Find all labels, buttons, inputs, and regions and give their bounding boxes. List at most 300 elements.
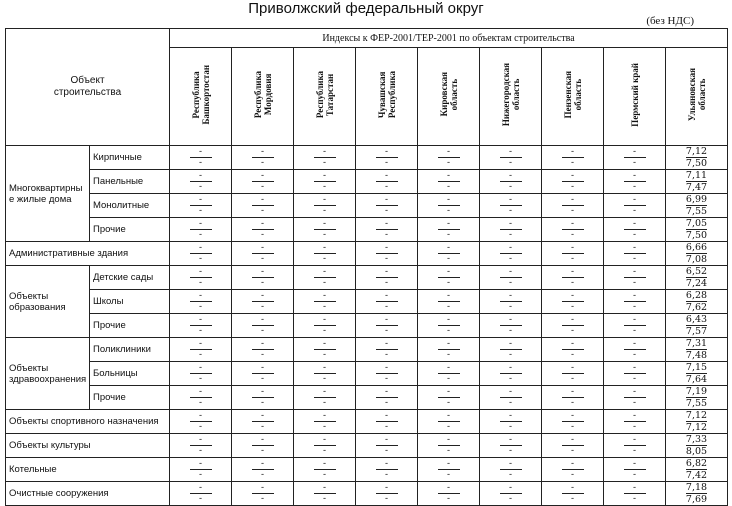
empty-index-cell (356, 170, 418, 194)
dash-top: - (500, 147, 522, 158)
dash-bottom: - (508, 254, 513, 264)
dash-bottom: - (632, 374, 637, 384)
empty-index-cell (480, 482, 542, 506)
table-body (6, 146, 728, 506)
dash-top: - (438, 387, 460, 398)
object-label: Административные здания (6, 242, 170, 266)
dash-bottom: - (260, 254, 265, 264)
index-value-bottom: 7,55 (685, 206, 708, 217)
dash-top: - (376, 243, 398, 254)
region-header-label: Республика Татарстан (314, 70, 335, 119)
dash-bottom: - (260, 230, 265, 240)
empty-index-cell (480, 458, 542, 482)
dash-bottom: - (446, 206, 451, 216)
index-value-top: 6,66 (685, 242, 708, 253)
empty-index-cell (170, 458, 232, 482)
empty-index-cell (170, 338, 232, 362)
dash-top: - (252, 459, 274, 470)
ulyanovsk-index-cell (666, 482, 728, 506)
dash-top: - (376, 315, 398, 326)
index-value-bottom: 8,05 (685, 446, 708, 457)
dash-bottom: - (322, 374, 327, 384)
dash-top: - (500, 291, 522, 302)
empty-index-cell (604, 458, 666, 482)
dash-bottom: - (260, 422, 265, 432)
dash-top: - (624, 435, 646, 446)
page-title: Приволжский федеральный округ (248, 0, 484, 17)
dash-bottom: - (446, 350, 451, 360)
dash-top: - (562, 411, 584, 422)
empty-index-cell (170, 218, 232, 242)
table-row (6, 386, 728, 410)
index-value-top: 7,12 (685, 146, 708, 157)
empty-index-cell (480, 314, 542, 338)
dash-top: - (624, 243, 646, 254)
dash-bottom: - (508, 158, 513, 168)
dash-bottom: - (322, 254, 327, 264)
dash-top: - (438, 411, 460, 422)
dash-top: - (562, 315, 584, 326)
dash-bottom: - (198, 446, 203, 456)
empty-index-cell (480, 170, 542, 194)
empty-index-cell (294, 458, 356, 482)
group-label: Объекты образования (6, 266, 90, 338)
table-row (6, 170, 728, 194)
empty-index-cell (604, 410, 666, 434)
dash-top: - (314, 219, 336, 230)
dash-top: - (314, 435, 336, 446)
dash-bottom: - (260, 398, 265, 408)
dash-top: - (376, 483, 398, 494)
empty-index-cell (542, 386, 604, 410)
dash-top: - (624, 147, 646, 158)
dash-top: - (252, 363, 274, 374)
dash-top: - (190, 267, 212, 278)
dash-top: - (624, 483, 646, 494)
dash-top: - (252, 147, 274, 158)
table-row (6, 314, 728, 338)
empty-index-cell (294, 146, 356, 170)
empty-index-cell (232, 314, 294, 338)
empty-index-cell (604, 194, 666, 218)
empty-index-cell (356, 314, 418, 338)
dash-top: - (314, 483, 336, 494)
dash-top: - (624, 171, 646, 182)
index-value-bottom: 7,62 (685, 302, 708, 313)
index-value-top: 7,15 (685, 362, 708, 373)
dash-bottom: - (198, 374, 203, 384)
dash-top: - (314, 411, 336, 422)
dash-bottom: - (260, 350, 265, 360)
ulyanovsk-index-cell (666, 458, 728, 482)
dash-bottom: - (198, 230, 203, 240)
dash-bottom: - (508, 422, 513, 432)
dash-bottom: - (446, 374, 451, 384)
dash-bottom: - (508, 326, 513, 336)
empty-index-cell (480, 146, 542, 170)
empty-index-cell (356, 146, 418, 170)
empty-index-cell (356, 218, 418, 242)
index-value-bottom: 7,50 (685, 230, 708, 241)
dash-bottom: - (632, 158, 637, 168)
ulyanovsk-index-cell (666, 194, 728, 218)
empty-index-cell (480, 242, 542, 266)
dash-top: - (252, 339, 274, 350)
index-value-top: 7,19 (685, 386, 708, 397)
region-header-label: Ульяновская область (686, 67, 707, 122)
empty-index-cell (170, 410, 232, 434)
header-object (6, 29, 170, 146)
dash-bottom: - (570, 278, 575, 288)
dash-top: - (252, 171, 274, 182)
dash-bottom: - (322, 398, 327, 408)
dash-bottom: - (384, 350, 389, 360)
dash-top: - (376, 291, 398, 302)
empty-index-cell (356, 482, 418, 506)
dash-bottom: - (322, 158, 327, 168)
index-value-top: 6,52 (685, 266, 708, 277)
empty-index-cell (356, 266, 418, 290)
dash-top: - (438, 147, 460, 158)
table-row (6, 290, 728, 314)
empty-index-cell (604, 338, 666, 362)
object-label: Очистные сооружения (6, 482, 170, 506)
dash-top: - (562, 363, 584, 374)
dash-bottom: - (198, 182, 203, 192)
region-header-2 (294, 48, 356, 146)
dash-bottom: - (260, 470, 265, 480)
empty-index-cell (356, 194, 418, 218)
ulyanovsk-index-cell (666, 314, 728, 338)
empty-index-cell (294, 266, 356, 290)
empty-index-cell (232, 362, 294, 386)
dash-bottom: - (198, 254, 203, 264)
empty-index-cell (170, 482, 232, 506)
dash-top: - (314, 387, 336, 398)
empty-index-cell (418, 482, 480, 506)
dash-top: - (624, 459, 646, 470)
dash-top: - (314, 291, 336, 302)
empty-index-cell (480, 266, 542, 290)
dash-top: - (500, 219, 522, 230)
empty-index-cell (232, 170, 294, 194)
dash-top: - (190, 411, 212, 422)
empty-index-cell (418, 146, 480, 170)
empty-index-cell (604, 266, 666, 290)
index-value-bottom: 7,08 (685, 254, 708, 265)
dash-bottom: - (198, 206, 203, 216)
dash-top: - (190, 171, 212, 182)
empty-index-cell (542, 290, 604, 314)
empty-index-cell (356, 434, 418, 458)
empty-index-cell (356, 290, 418, 314)
dash-bottom: - (632, 230, 637, 240)
subtype-label: Детские сады (90, 266, 170, 290)
dash-top: - (500, 315, 522, 326)
dash-top: - (252, 219, 274, 230)
region-header-1 (232, 48, 294, 146)
index-value-top: 6,43 (685, 314, 708, 325)
dash-bottom: - (384, 158, 389, 168)
dash-bottom: - (632, 302, 637, 312)
dash-bottom: - (384, 374, 389, 384)
dash-bottom: - (446, 302, 451, 312)
table-row (6, 194, 728, 218)
dash-bottom: - (508, 446, 513, 456)
ulyanovsk-index-cell (666, 434, 728, 458)
index-value-top: 6,28 (685, 290, 708, 301)
dash-top: - (500, 339, 522, 350)
dash-top: - (376, 411, 398, 422)
empty-index-cell (480, 218, 542, 242)
empty-index-cell (294, 482, 356, 506)
subtype-label: Школы (90, 290, 170, 314)
dash-top: - (190, 339, 212, 350)
dash-top: - (314, 171, 336, 182)
dash-top: - (624, 411, 646, 422)
dash-top: - (314, 195, 336, 206)
empty-index-cell (418, 458, 480, 482)
dash-top: - (314, 339, 336, 350)
empty-index-cell (232, 338, 294, 362)
object-label: Объекты спортивного назначения (6, 410, 170, 434)
table-row (6, 362, 728, 386)
dash-top: - (562, 195, 584, 206)
dash-bottom: - (446, 494, 451, 504)
dash-top: - (438, 435, 460, 446)
empty-index-cell (542, 314, 604, 338)
dash-bottom: - (508, 302, 513, 312)
dash-top: - (376, 363, 398, 374)
empty-index-cell (480, 434, 542, 458)
empty-index-cell (170, 434, 232, 458)
empty-index-cell (480, 410, 542, 434)
empty-index-cell (418, 266, 480, 290)
ulyanovsk-index-cell (666, 410, 728, 434)
index-value-bottom: 7,69 (685, 494, 708, 505)
dash-top: - (500, 411, 522, 422)
subtype-label: Прочие (90, 314, 170, 338)
dash-bottom: - (446, 470, 451, 480)
dash-top: - (500, 171, 522, 182)
dash-top: - (376, 459, 398, 470)
ulyanovsk-index-cell (666, 266, 728, 290)
empty-index-cell (232, 146, 294, 170)
dash-top: - (500, 243, 522, 254)
dash-top: - (624, 267, 646, 278)
empty-index-cell (170, 362, 232, 386)
dash-bottom: - (260, 206, 265, 216)
dash-bottom: - (322, 494, 327, 504)
index-value-bottom: 7,64 (685, 374, 708, 385)
dash-top: - (562, 387, 584, 398)
dash-top: - (376, 435, 398, 446)
dash-top: - (500, 363, 522, 374)
index-value-bottom: 7,50 (685, 158, 708, 169)
dash-top: - (624, 315, 646, 326)
dash-bottom: - (446, 278, 451, 288)
empty-index-cell (542, 434, 604, 458)
dash-bottom: - (632, 278, 637, 288)
index-value-top: 7,12 (685, 410, 708, 421)
dash-bottom: - (384, 422, 389, 432)
dash-bottom: - (260, 374, 265, 384)
empty-index-cell (418, 386, 480, 410)
dash-top: - (562, 459, 584, 470)
dash-top: - (376, 339, 398, 350)
empty-index-cell (542, 242, 604, 266)
dash-top: - (562, 267, 584, 278)
empty-index-cell (418, 170, 480, 194)
empty-index-cell (542, 194, 604, 218)
dash-bottom: - (632, 254, 637, 264)
dash-bottom: - (322, 278, 327, 288)
index-value-top: 6,99 (685, 194, 708, 205)
dash-top: - (500, 267, 522, 278)
empty-index-cell (294, 194, 356, 218)
subtype-label: Больницы (90, 362, 170, 386)
dash-bottom: - (260, 494, 265, 504)
dash-bottom: - (508, 398, 513, 408)
dash-top: - (190, 459, 212, 470)
empty-index-cell (542, 146, 604, 170)
dash-bottom: - (198, 398, 203, 408)
dash-bottom: - (632, 494, 637, 504)
empty-index-cell (232, 290, 294, 314)
empty-index-cell (604, 290, 666, 314)
dash-bottom: - (570, 182, 575, 192)
region-header-label: Нижегородская область (500, 62, 521, 127)
dash-top: - (252, 267, 274, 278)
dash-top: - (190, 315, 212, 326)
empty-index-cell (294, 410, 356, 434)
empty-index-cell (418, 338, 480, 362)
dash-top: - (624, 291, 646, 302)
dash-top: - (376, 267, 398, 278)
dash-top: - (562, 243, 584, 254)
dash-top: - (438, 291, 460, 302)
dash-bottom: - (260, 446, 265, 456)
empty-index-cell (480, 386, 542, 410)
empty-index-cell (480, 194, 542, 218)
table-row (6, 482, 728, 506)
region-header-label: Республика Башкортостан (190, 64, 211, 125)
dash-top: - (252, 195, 274, 206)
dash-top: - (314, 243, 336, 254)
dash-top: - (190, 243, 212, 254)
vat-note: (без НДС) (646, 15, 694, 27)
region-header-7 (604, 48, 666, 146)
table-row (6, 266, 728, 290)
dash-top: - (314, 315, 336, 326)
dash-bottom: - (198, 470, 203, 480)
dash-top: - (624, 195, 646, 206)
index-value-bottom: 7,48 (685, 350, 708, 361)
dash-bottom: - (446, 398, 451, 408)
index-value-top: 7,33 (685, 434, 708, 445)
dash-top: - (438, 315, 460, 326)
dash-bottom: - (632, 182, 637, 192)
dash-bottom: - (384, 278, 389, 288)
index-value-bottom: 7,47 (685, 182, 708, 193)
ulyanovsk-index-cell (666, 290, 728, 314)
dash-top: - (190, 147, 212, 158)
dash-top: - (624, 363, 646, 374)
dash-top: - (438, 243, 460, 254)
empty-index-cell (170, 170, 232, 194)
dash-bottom: - (508, 494, 513, 504)
region-header-3 (356, 48, 418, 146)
dash-top: - (438, 219, 460, 230)
ulyanovsk-index-cell (666, 338, 728, 362)
ulyanovsk-index-cell (666, 170, 728, 194)
empty-index-cell (418, 194, 480, 218)
ulyanovsk-index-cell (666, 146, 728, 170)
empty-index-cell (294, 338, 356, 362)
dash-top: - (252, 387, 274, 398)
empty-index-cell (294, 170, 356, 194)
dash-bottom: - (632, 422, 637, 432)
dash-bottom: - (322, 182, 327, 192)
dash-top: - (438, 483, 460, 494)
empty-index-cell (604, 482, 666, 506)
dash-bottom: - (384, 398, 389, 408)
subtype-label: Панельные (90, 170, 170, 194)
region-header-label: Пермский край (629, 62, 640, 127)
dash-bottom: - (570, 494, 575, 504)
dash-top: - (438, 363, 460, 374)
dash-bottom: - (384, 206, 389, 216)
dash-bottom: - (570, 350, 575, 360)
dash-bottom: - (632, 206, 637, 216)
dash-top: - (562, 435, 584, 446)
empty-index-cell (170, 266, 232, 290)
subtype-label: Монолитные (90, 194, 170, 218)
dash-bottom: - (570, 230, 575, 240)
index-value-top: 7,11 (685, 170, 708, 181)
empty-index-cell (480, 338, 542, 362)
empty-index-cell (232, 266, 294, 290)
empty-index-cell (170, 242, 232, 266)
dash-bottom: - (384, 230, 389, 240)
dash-top: - (190, 363, 212, 374)
empty-index-cell (418, 434, 480, 458)
empty-index-cell (232, 458, 294, 482)
empty-index-cell (542, 338, 604, 362)
dash-top: - (314, 363, 336, 374)
header-object-label: Объект строительства (53, 75, 122, 98)
dash-top: - (562, 219, 584, 230)
dash-bottom: - (570, 254, 575, 264)
empty-index-cell (542, 218, 604, 242)
dash-bottom: - (446, 446, 451, 456)
dash-bottom: - (198, 350, 203, 360)
empty-index-cell (418, 314, 480, 338)
region-header-8 (666, 48, 728, 146)
table-row (6, 434, 728, 458)
dash-bottom: - (260, 158, 265, 168)
empty-index-cell (356, 410, 418, 434)
table-row (6, 458, 728, 482)
dash-top: - (438, 459, 460, 470)
ulyanovsk-index-cell (666, 362, 728, 386)
dash-bottom: - (632, 398, 637, 408)
dash-bottom: - (446, 230, 451, 240)
dash-top: - (190, 387, 212, 398)
dash-bottom: - (384, 494, 389, 504)
dash-bottom: - (632, 326, 637, 336)
table-row (6, 242, 728, 266)
